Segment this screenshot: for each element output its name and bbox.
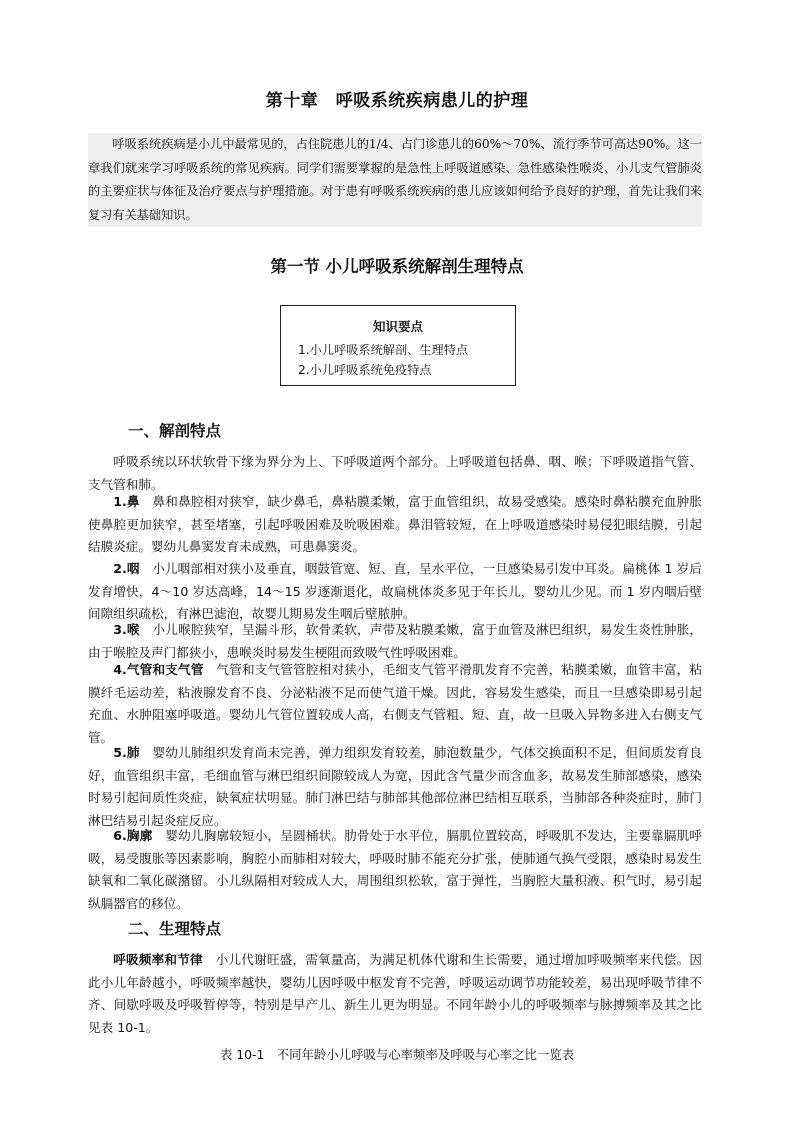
item-lead: 5.肺	[113, 745, 140, 760]
anatomy-intro: 呼吸系统以环状软骨下缘为界分为上、下呼吸道两个部分。上呼吸道包括鼻、咽、喉；下呼吸道指气管、支气管和肺。	[88, 454, 702, 492]
item-text: 小儿喉腔狭窄，呈漏斗形，软骨柔软，声带及粘膜柔嫩，富于血管及淋巴组织，易发生炎性肿胀，由于喉腔及声门都狭小，患喉炎时易发生梗阻而致吸气性呼吸困难。	[88, 622, 702, 660]
chapter-intro: 呼吸系统疾病是小儿中最常见的，占住院患儿的1/4、占门诊患儿的60%～70%、流行季节可高达90%。这一章我们就来学习呼吸系统的常见疾病。同学们需要掌握的是急性上呼吸道感染、急性感染性喉炎、小儿支气管肺炎的主要症状与体征及治疗要点与护理措施。对于患有呼吸系统疾病的患儿应该如何给予良好的护理，首先让我们来复习有关基础知识。	[88, 133, 702, 227]
item-lead: 4.气管和支气管	[113, 662, 204, 677]
item-text: 鼻和鼻腔相对狭窄，缺少鼻毛，鼻粘膜柔嫩，富于血管组织，故易受感染。感染时鼻粘膜充血肿胀使鼻腔更加狭窄，甚至堵塞，引起呼吸困难及吮吸困难。鼻泪管较短，在上呼吸道感染时易侵犯眼结膜，引起结膜炎症。婴幼儿鼻窦发育未成熟，可患鼻窦炎。	[88, 494, 702, 554]
anatomy-trachea	[88, 659, 702, 749]
section-title: 第一节 小儿呼吸系统解剖生理特点	[270, 257, 524, 276]
anatomy-heading: 一、解剖特点	[128, 422, 222, 440]
knowledge-item: 1.小儿呼吸系统解剖、生理特点	[298, 343, 469, 357]
item-text: 婴幼儿肺组织发育尚未完善，弹力组织发育较差，肺泡数量少，气体交换面积不足，但间质发育良好，血管组织丰富，毛细血管与淋巴组织间隙较成人为宽，因此含气量少而含血多，故易发生肺部感染，感染时易引起间质性炎症，缺氧症状明显。肺门淋巴结与肺部其他部位淋巴结相互联系，当肺部各种炎症时，肺门淋巴结易引起炎症反应。	[88, 745, 702, 828]
anatomy-nose	[88, 491, 702, 559]
table-caption: 表 10-1 不同年龄小儿呼吸与心率频率及呼吸与心率之比一览表	[219, 1047, 575, 1062]
physiology-heading: 二、生理特点	[128, 920, 222, 938]
item-text: 小儿代谢旺盛，需氧量高，为满足机体代谢和生长需要，通过增加呼吸频率来代偿。因此小儿年龄越小，呼吸频率越快，婴幼儿因呼吸中枢发育不完善，呼吸运动调节功能较差，易出现呼吸节律不齐、间歇呼吸及呼吸暂停等，特别是早产儿、新生儿更为明显。不同年龄小儿的呼吸频率与脉搏频率及其之比见表 10-1。	[88, 952, 703, 1035]
knowledge-item: 2.小儿呼吸系统免疫特点	[298, 363, 432, 377]
chapter-title: 第十章 呼吸系统疾病患儿的护理	[265, 91, 529, 111]
item-lead: 呼吸频率和节律	[113, 952, 203, 967]
knowledge-box-title: 知识要点	[372, 319, 423, 334]
anatomy-thorax	[88, 825, 702, 915]
item-text: 小儿咽部相对狭小及垂直，咽鼓管宽、短、直，呈水平位，一旦感染易引发中耳炎。扁桃体 1 岁后发育增快，4～10 岁达高峰，14～15 岁逐渐退化，故扁桃体炎多见于年长儿，婴幼儿少见。而 1 岁内咽后壁间隙组织疏松，有淋巴滤泡，故婴儿期易发生咽后壁脓肿。	[88, 561, 702, 621]
item-lead: 6.胸廓	[113, 828, 153, 843]
item-text: 婴幼儿胸廓较短小，呈圆桶状。肋骨处于水平位，膈肌位置较高，呼吸肌不发达，主要靠膈肌呼吸，易受腹胀等因素影响，胸腔小而肺相对较大，呼吸时肺不能充分扩张，使肺通气换气受限，感染时易发生缺氧和二氧化碳潴留。小儿纵隔相对较成人大，周围组织松软，富于弹性，当胸腔大量积液、积气时，易引起纵膈器官的移位。	[88, 828, 702, 911]
item-text: 气管和支气管管腔相对狭小，毛细支气管平滑肌发育不完善，粘膜柔嫩，血管丰富，粘膜纤毛运动差，粘液腺发育不良、分泌粘液不足而使气道干燥。因此，容易发生感染，而且一旦感染即易引起充血、水肿阻塞呼吸道。婴幼儿气管位置较成人高，右侧支气管粗、短、直，故一旦吸入异物多进入右侧支气管。	[88, 662, 702, 745]
item-lead: 1.鼻	[113, 494, 140, 509]
anatomy-pharynx	[88, 558, 702, 626]
anatomy-lung	[88, 742, 702, 832]
knowledge-box	[280, 305, 516, 386]
physiology-paragraph	[88, 949, 702, 1039]
item-lead: 2.咽	[113, 561, 140, 576]
anatomy-larynx	[88, 619, 702, 664]
item-lead: 3.喉	[113, 622, 140, 637]
